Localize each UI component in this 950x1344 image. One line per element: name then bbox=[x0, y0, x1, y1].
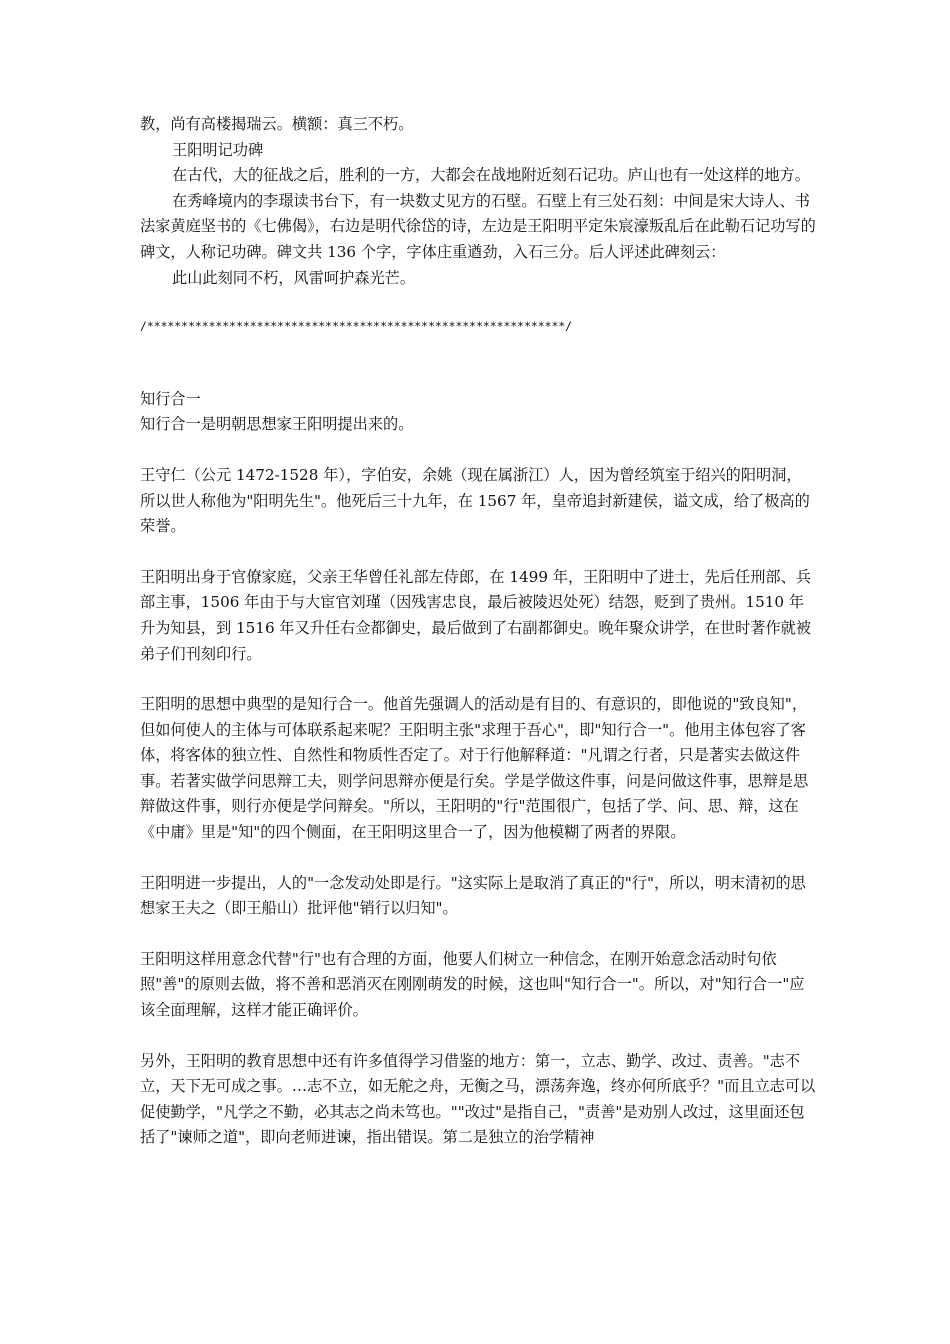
couplet-end-line: 教，尚有高楼揭瑞云。横额：真三不朽。 bbox=[140, 115, 414, 133]
section-title: 知行合一 bbox=[140, 389, 201, 408]
paragraph: 此山此刻同不朽，风雷呵护森光芒。 bbox=[172, 268, 415, 287]
paragraph: 王阳明进一步提出，人的"一念发动处即是行。"这实际上是取消了真正的"行"，所以，明末清初的思想家王夫之（即王船山）批评他"销行以归知"。 bbox=[140, 873, 806, 918]
section-heading-stele: 王阳明记功碑 bbox=[172, 140, 264, 159]
paragraph: 王守仁（公元 1472-1528 年），字伯安，余姚（现在属浙江）人，因为曾经筑室于绍兴的阳明洞，所以世人称他为"阳明先生"。他死后三十九年，在 1567 年，皇帝追封新建侯，谥文成，给了极高的荣誉。 bbox=[140, 465, 810, 536]
paragraph: 王阳明出身于官僚家庭，父亲王华曾任礼部左侍郎，在 1499 年，王阳明中了进士，先后任刑部、兵部主事，1506 年由于与大宦官刘瑾（因残害忠良，最后被陵迟处死）结怨，贬到了贵州。1510 年升为知县，到 1516 年又升任右佥都御史，最后做到了右副都御史。晚年聚众讲学，在世时著作就被弟子们刊刻印行。 bbox=[140, 567, 811, 663]
paragraph: 王阳明的思想中典型的是知行合一。他首先强调人的活动是有目的、有意识的，即他说的"致良知"，但如何使人的主体与可体联系起来呢？王阳明主张"求理于吾心"，即"知行合一"。他用主体包容了客体，将客体的独立性、自然性和物质性否定了。对于行他解释道："凡谓之行者，只是著实去做这件事。若著实做学问思辩工夫，则学问思辩亦便是行矣。学是学做这件事，问是问做这件事，思辩是思辩做这件事，则行亦便是学问辩矣。"所以，王阳明的"行"范围很广，包括了学、问、思、辩，这在《中庸》里是"知"的四个侧面，在王阳明这里合一了，因为他模糊了两者的界限。 bbox=[140, 695, 809, 842]
paragraph: 另外，王阳明的教育思想中还有许多值得学习借鉴的地方：第一，立志、勤学、改过、责善。"志不立，天下无可成之事。…志不立，如无舵之舟，无衡之马，漂荡奔逸，终亦何所底乎？"而且立志可以促使勤学，"凡学之不勤，必其志之尚未笃也。""改过"是指自己，"责善"是劝别人改过，这里面还包括了"谏师之道"，即向老师进谏，指出错误。第二是独立的治学精神 bbox=[140, 1051, 816, 1147]
intro-paragraph: 知行合一是明朝思想家王阳明提出来的。 bbox=[140, 415, 414, 434]
paragraph: 在秀峰境内的李璟读书台下，有一块数丈见方的石壁。石壁上有三处石刻：中间是宋大诗人、书法家黄庭坚书的《七佛偈》，右边是明代徐岱的诗，左边是王阳明平定朱宸濠叛乱后在此勒石记功写的碑文，人称记功碑。碑文共 136 个字，字体庄重遒劲，入石三分。后人评述此碑刻云： bbox=[140, 191, 816, 261]
paragraph: 王阳明这样用意念代替"行"也有合理的方面，他要人们树立一种信念，在刚开始意念活动时句依照"善"的原则去做，将不善和恶消灭在刚刚萌发的时候，这也叫"知行合一"。所以，对"知行合一"应该全面理解，这样才能正确评价。 bbox=[140, 949, 805, 1020]
paragraph: 在古代，大的征战之后，胜利的一方，大都会在战地附近刻石记功。庐山也有一处这样的地方。 bbox=[172, 166, 810, 185]
document-page bbox=[140, 112, 816, 1151]
separator-line: /*************************************************************/ bbox=[140, 319, 573, 334]
